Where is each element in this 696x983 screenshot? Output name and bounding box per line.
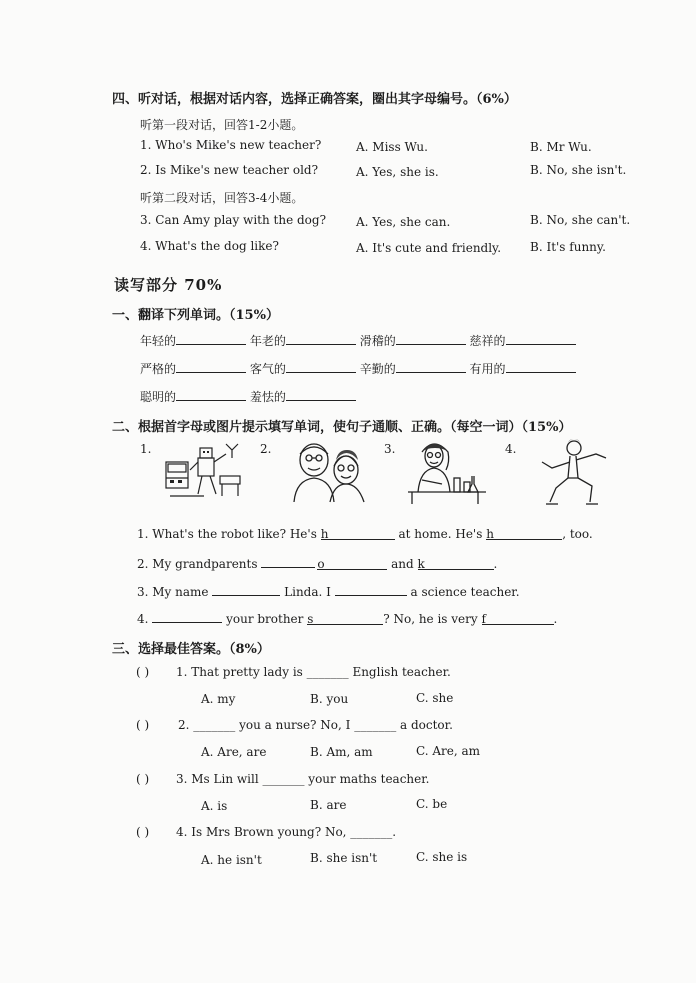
robot-housework-picture [164,440,244,502]
section4-title: 四、听对话，根据对话内容，选择正确答案，圈出其字母编号。（6%） [112,92,517,107]
listen-q3-option-b[interactable]: B. No, she can't. [530,213,631,227]
choice-q2-option-c[interactable]: C. Are, am [416,744,481,758]
listen-q2-option-a[interactable]: A. Yes, she is. [356,165,439,179]
kung-fu-man-picture [538,438,610,506]
choice-q4-option-b[interactable]: B. she isn't [310,851,378,865]
word-row-2 [140,360,576,377]
blank-polite[interactable] [286,360,356,373]
blank-hardworking[interactable] [396,360,466,373]
choice-q1-paren[interactable]: ( ) [136,665,150,679]
blank-grandparents-k[interactable]: k [418,557,494,570]
choice-q1-option-b[interactable]: B. you [310,692,349,706]
blank-strict[interactable] [176,360,246,373]
blank-helpful[interactable] [506,360,576,373]
choice-q4-option-c[interactable]: C. she is [416,850,468,864]
blank-is[interactable] [152,610,222,623]
blank-robot-h2[interactable]: h [486,527,562,540]
choice-q2: 2. _______ you a nurse? No, I _______ a doctor. [178,718,453,732]
word-young: 年轻的 [140,334,177,348]
part2-title: 二、根据首字母或图片提示填写单词，使句子通顺、正确。（每空一词）（15%） [112,420,572,435]
word-clever: 聪明的 [140,390,177,404]
blank-kind[interactable] [506,332,576,345]
choice-q3: 3. Ms Lin will _______ your maths teacher. [176,772,430,786]
pic-num-3: 3. [384,442,396,456]
blank-old[interactable] [286,332,356,345]
word-old: 年老的 [249,334,286,348]
choice-q2-option-b[interactable]: B. Am, am [310,745,373,759]
blank-clever[interactable] [176,388,246,401]
choice-q3-option-c[interactable]: C. be [416,797,448,811]
fill-sentence-4: 4. your brother s ? No, he is very f . [137,612,558,626]
pic-num-4: 4. [505,442,517,456]
word-helpful: 有用的 [469,362,506,376]
choice-q3-option-a[interactable]: A. is [201,799,228,813]
listen-q4-option-a[interactable]: A. It's cute and friendly. [356,241,502,255]
fill-sentence-2: 2. My grandparents o and k . [137,557,498,571]
word-kind: 慈祥的 [469,334,506,348]
blank-brother-s[interactable]: s [307,612,383,625]
blank-shy[interactable] [286,388,356,401]
listen-q2: 2. Is Mike's new teacher old? [140,163,319,177]
word-polite: 客气的 [249,362,286,376]
listen-q1-option-a[interactable]: A. Miss Wu. [356,140,428,154]
grandparents-picture [290,436,370,504]
listen-q1: 1. Who's Mike's new teacher? [140,138,322,152]
listen-q3-option-a[interactable]: A. Yes, she can. [356,215,451,229]
listen-q4-option-b[interactable]: B. It's funny. [530,240,606,254]
blank-i-am[interactable] [335,583,407,596]
fill-sentence-3: 3. My name Linda. I a science teacher. [137,585,520,599]
blank-grandparents-o[interactable]: o [317,557,387,570]
word-row-1 [140,332,576,349]
blank-name-is[interactable] [212,583,280,596]
choice-q1-option-a[interactable]: A. my [201,692,236,706]
dialog1-instruction: 听第一段对话，回答1-2小题。 [140,118,304,132]
dialog2-instruction: 听第二段对话，回答3-4小题。 [140,191,304,205]
choice-q2-paren[interactable]: ( ) [136,718,150,732]
choice-q3-paren[interactable]: ( ) [136,772,150,786]
choice-q1: 1. That pretty lady is _______ English teacher. [176,665,451,679]
word-funny: 滑稽的 [359,334,396,348]
listen-q1-option-b[interactable]: B. Mr Wu. [530,140,592,154]
science-teacher-picture [408,436,488,506]
part1-title: 一、翻译下列单词。（15%） [112,308,279,323]
word-hardworking: 辛勤的 [359,362,396,376]
choice-q2-option-a[interactable]: A. Are, are [201,745,267,759]
word-row-3 [140,388,356,405]
blank-grandparents-1[interactable] [261,555,315,568]
choice-q1-option-c[interactable]: C. she [416,691,454,705]
listen-q4: 4. What's the dog like? [140,239,279,253]
blank-funny[interactable] [396,332,466,345]
blank-robot-h1[interactable]: h [321,527,395,540]
choice-q3-option-b[interactable]: B. are [310,798,347,812]
listen-q2-option-b[interactable]: B. No, she isn't. [530,163,627,177]
word-strict: 严格的 [140,362,177,376]
choice-q4: 4. Is Mrs Brown young? No, _______. [176,825,397,839]
listen-q3: 3. Can Amy play with the dog? [140,213,327,227]
pic-num-2: 2. [260,442,272,456]
choice-q4-paren[interactable]: ( ) [136,825,150,839]
choice-q4-option-a[interactable]: A. he isn't [201,853,262,867]
part3-title: 三、选择最佳答案。（8%） [112,642,270,657]
fill-sentence-1: 1. What's the robot like? He's h at home. He's h , too. [137,527,593,541]
blank-very-f[interactable]: f [482,612,554,625]
word-shy: 羞怯的 [249,390,286,404]
pic-num-1: 1. [140,442,152,456]
blank-young[interactable] [176,332,246,345]
reading-writing-title: 读写部分 70% [114,276,223,294]
